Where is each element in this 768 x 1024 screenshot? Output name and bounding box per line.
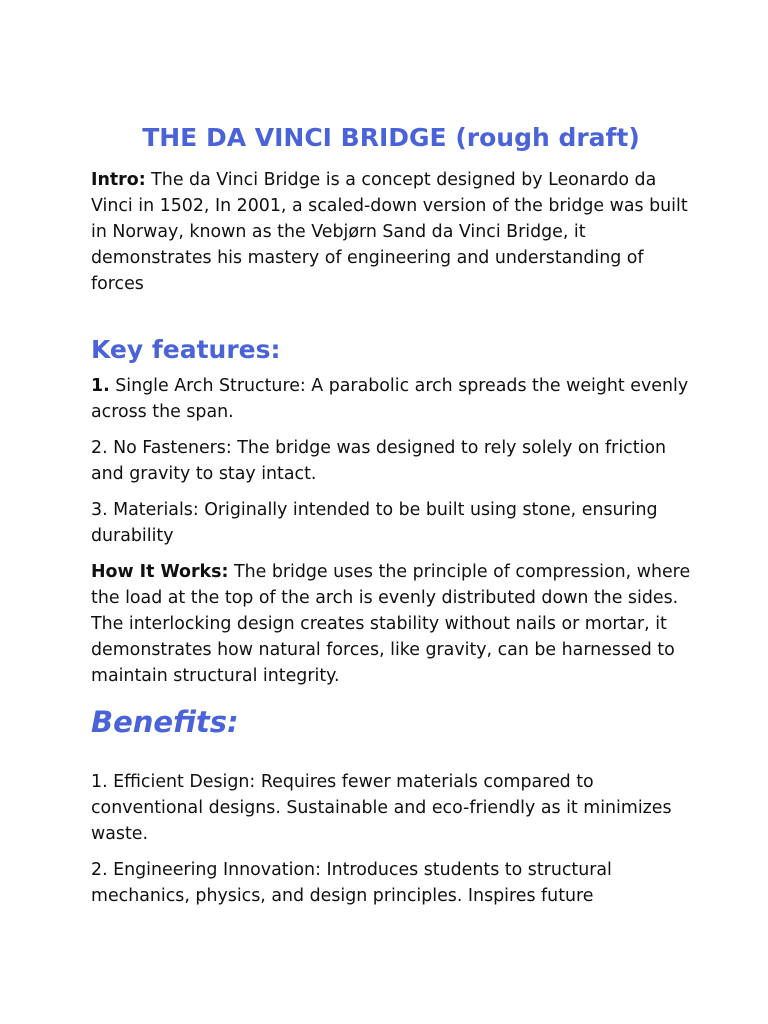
key-features-heading: Key features: xyxy=(91,335,281,364)
feature-text: No Fasteners: The bridge was designed to rely solely on friction and gravity to stay intact. xyxy=(91,438,667,484)
benefits-heading: Benefits: xyxy=(91,705,239,739)
benefit-item xyxy=(91,769,691,847)
intro-label: Intro: xyxy=(91,170,146,190)
benefit-text: Engineering Innovation: Introduces students to structural mechanics, physics, and design principles. Inspires future xyxy=(91,860,612,906)
intro-text: The da Vinci Bridge is a concept designed by Leonardo da Vinci in 1502, In 2001, a scaled-down version of the bridge was built in Norway, known as the Vebjørn Sand da Vinci Bridge, it demonstrates his mastery of engineering and understanding of forces xyxy=(91,170,688,294)
document-title: THE DA VINCI BRIDGE (rough draft) xyxy=(142,123,640,152)
benefit-number: 1. xyxy=(91,772,108,792)
feature-text: Materials: Originally intended to be built using stone, ensuring durability xyxy=(91,500,658,546)
feature-number: 1. xyxy=(91,376,110,396)
how-it-works-label: How It Works: xyxy=(91,562,229,582)
feature-number: 3. xyxy=(91,500,108,520)
how-it-works-paragraph xyxy=(91,559,691,689)
feature-text: Single Arch Structure: A parabolic arch spreads the weight evenly across the span. xyxy=(91,376,689,422)
benefit-item xyxy=(91,857,691,909)
benefit-number: 2. xyxy=(91,860,108,880)
benefit-text: Efficient Design: Requires fewer materials compared to conventional designs. Sustainable and eco-friendly as it minimizes waste. xyxy=(91,772,672,844)
intro-paragraph xyxy=(91,167,691,297)
how-it-works-text: The bridge uses the principle of compression, where the load at the top of the arch is evenly distributed down the sides. The interlocking design creates stability without nails or mortar, it demonstrates how natural forces, like gravity, can be harnessed to maintain structural integrity. xyxy=(91,562,691,686)
feature-item xyxy=(91,497,691,549)
feature-item xyxy=(91,435,691,487)
feature-number: 2. xyxy=(91,438,108,458)
feature-item xyxy=(91,373,691,425)
document-content xyxy=(91,120,691,909)
